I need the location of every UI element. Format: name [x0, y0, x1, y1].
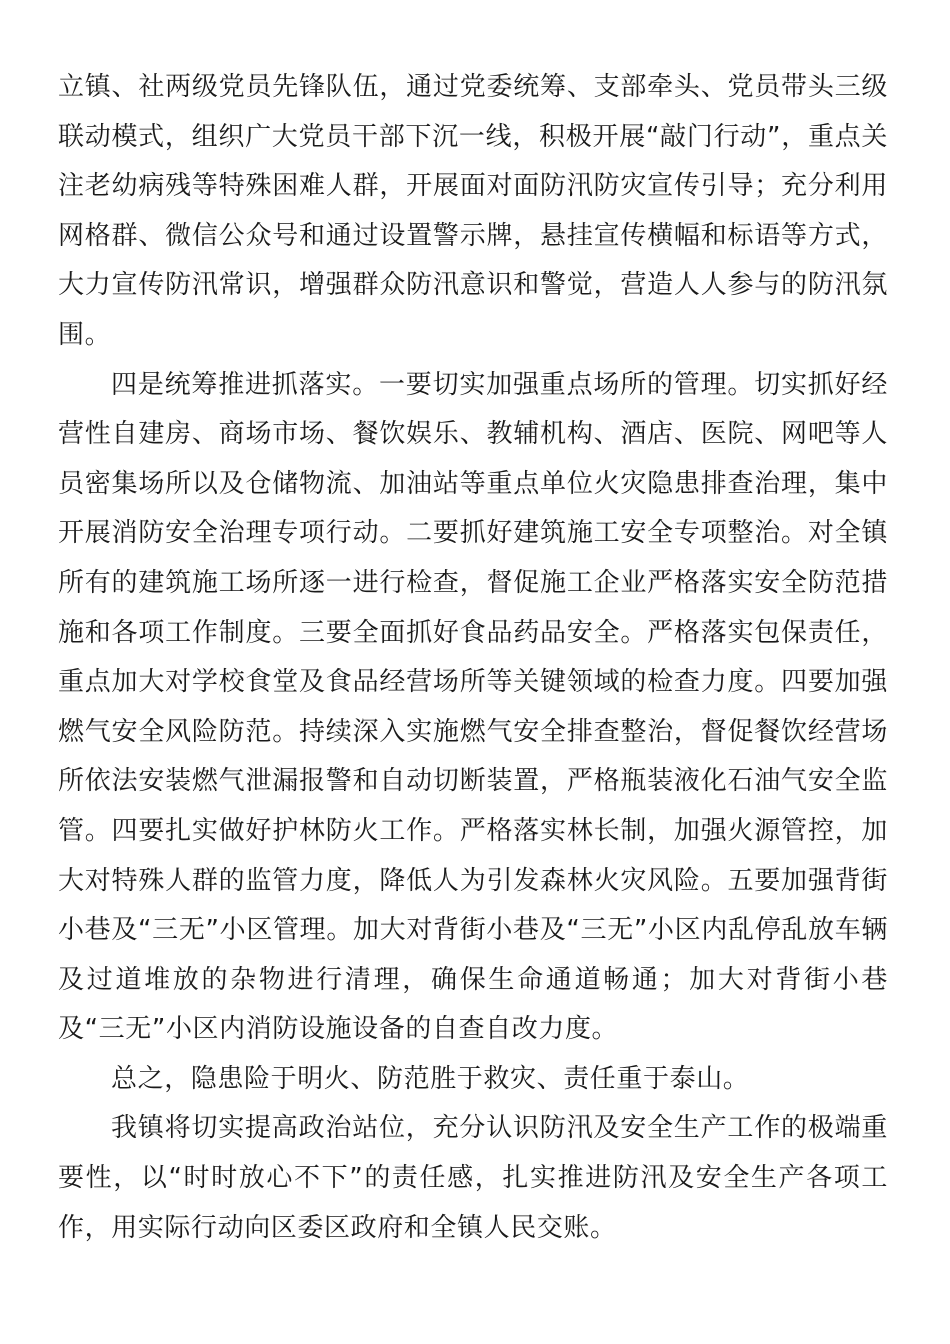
- paragraph-summary: 总之，隐患险于明火、防范胜于救灾、责任重于泰山。: [111, 1063, 750, 1094]
- paragraph-coordinate-implementation: 四是统筹推进抓落实。一要切实加强重点场所的管理。切实抓好经营性自建房、商场市场、餐饮娱乐、教辅机构、酒店、医院、网吧等人员密集场所以及仓储物流、加油站等重点单位火灾隐患排查治理，集中开展消防安全治理专项行动。二要抓好建筑施工安全专项整治。对全镇所有的建筑施工场所逐一进行检查，督促施工企业严格落实安全防范措施和各项工作制度。三要全面抓好食品药品安全。严格落实包保责任，重点加大对学校食堂及食品经营场所等关键领域的检查力度。四要加强燃气安全风险防范。持续深入实施燃气安全排查整治，督促餐饮经营场所依法安装燃气泄漏报警和自动切断装置，严格瓶装液化石油气安全监管。四要扎实做好护林防火工作。严格落实林长制，加强火源管控，加大对特殊人群的监管力度，降低人为引发森林火灾风险。五要加强背街小巷及“三无”小区管理。加大对背街小巷及“三无”小区内乱停乱放车辆及过道堆放的杂物进行清理，确保生命通道畅通；加大对背街小巷及“三无”小区内消防设施设备的自查自改力度。: [58, 369, 888, 1045]
- paragraph-conclusion: 我镇将切实提高政治站位，充分认识防汛及安全生产工作的极端重要性，以“时时放心不下”的责任感，扎实推进防汛及安全生产各项工作，用实际行动向区委区政府和全镇人民交账。: [58, 1113, 888, 1243]
- paragraph-party-volunteers: 立镇、社两级党员先锋队伍，通过党委统筹、支部牵头、党员带头三级联动模式，组织广大党员干部下沉一线，积极开展“敲门行动”，重点关注老幼病残等特殊困难人群，开展面对面防汛防灾宣传引导；充分利用网格群、微信公众号和通过设置警示牌，悬挂宣传横幅和标语等方式，大力宣传防汛常识，增强群众防汛意识和警觉，营造人人参与的防汛氛围。: [58, 72, 888, 350]
- document-body: [58, 63, 888, 1253]
